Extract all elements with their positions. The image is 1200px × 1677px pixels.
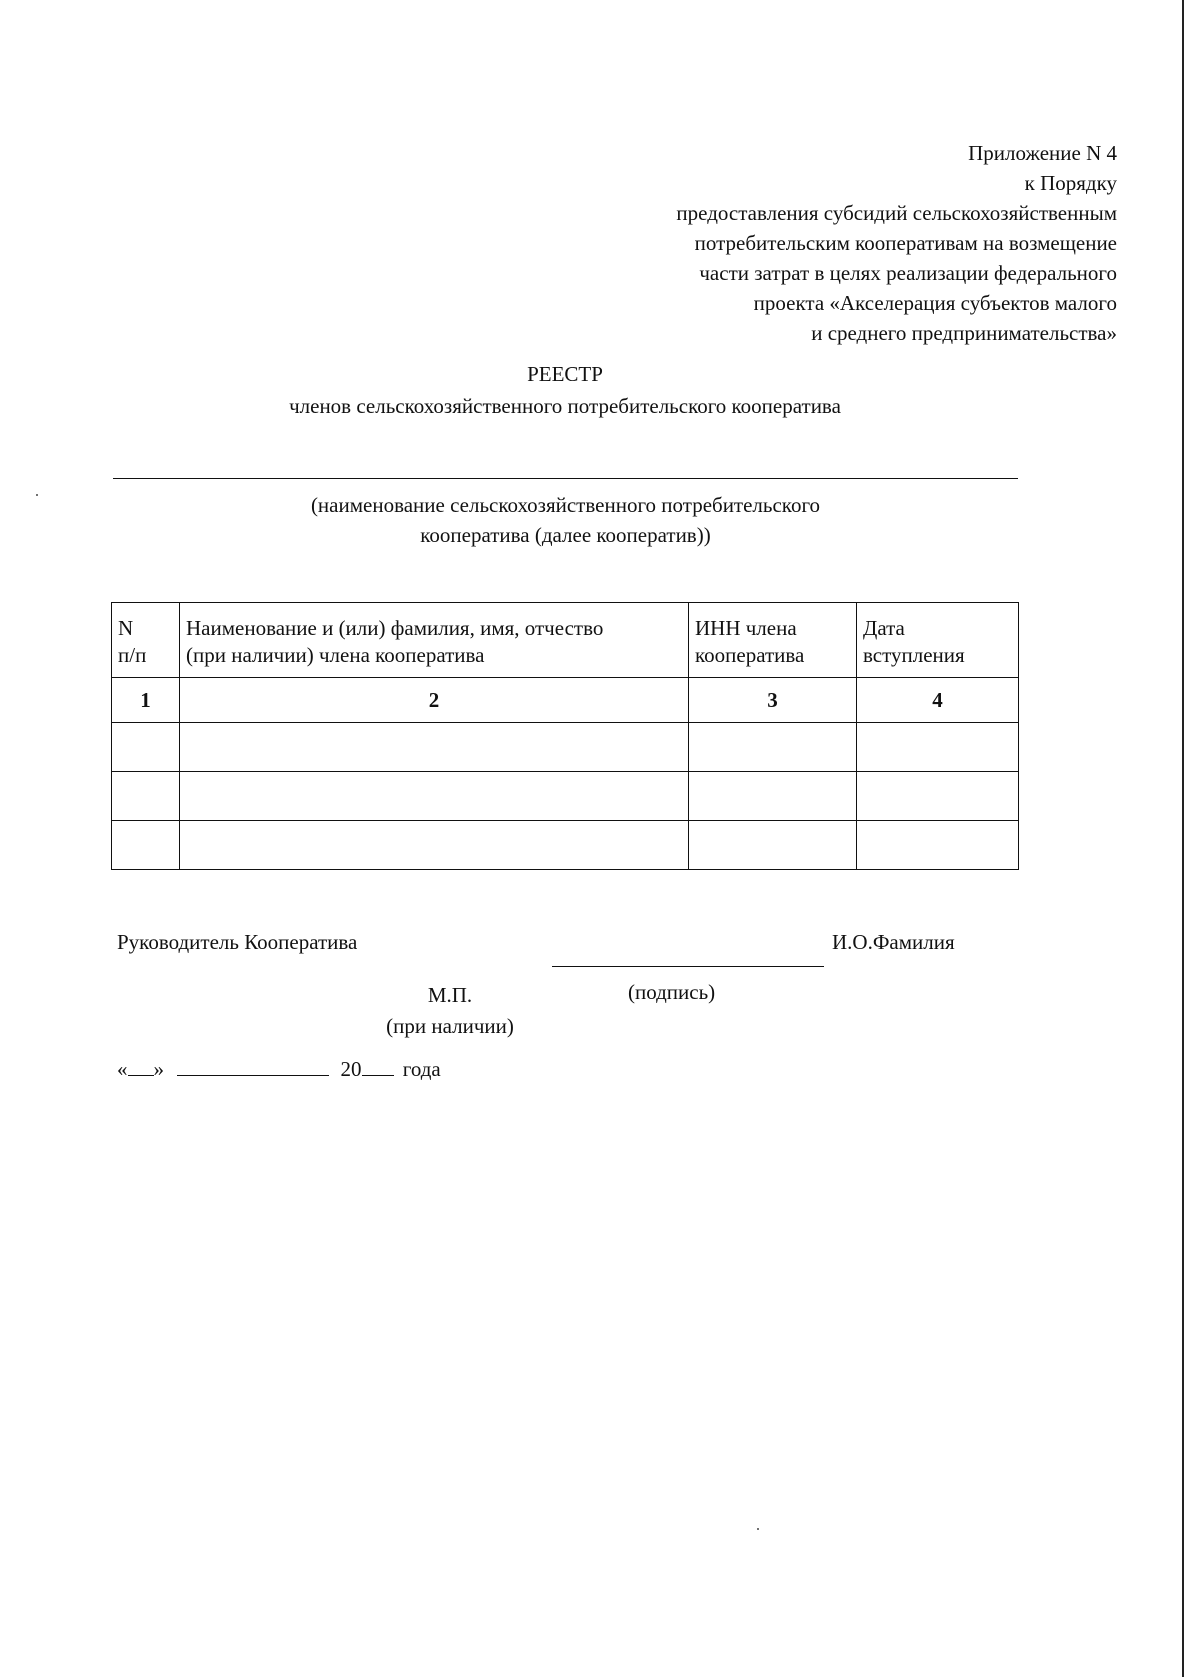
date-block (117, 1055, 441, 1082)
empty-cell[interactable] (857, 772, 1019, 821)
empty-cell[interactable] (112, 772, 180, 821)
year-prefix: 20 (340, 1057, 362, 1081)
table-row (112, 821, 1019, 870)
seal-label: М.П. (427, 983, 473, 1007)
cooperative-name-field[interactable] (113, 478, 1018, 479)
members-registry-table (111, 602, 1019, 870)
empty-cell[interactable] (857, 821, 1019, 870)
empty-cell[interactable] (180, 723, 689, 772)
column-number: 1 (112, 678, 180, 723)
signature-field[interactable] (552, 966, 824, 967)
document-title: РЕЕСТР (527, 362, 603, 386)
table-row (112, 723, 1019, 772)
header-cell-inn (689, 603, 857, 678)
caption-line: кооператива (далее кооператив)) (420, 523, 711, 547)
month-field[interactable] (177, 1055, 329, 1076)
head-of-cooperative-label: Руководитель Кооператива (117, 930, 358, 954)
header-text: N (118, 616, 134, 640)
page-edge-line (1182, 0, 1184, 1677)
appendix-line: Приложение N 4 (968, 141, 1117, 165)
appendix-line: потребительским кооперативам на возмещение (694, 231, 1117, 255)
scan-speck (36, 494, 38, 496)
column-number: 4 (857, 678, 1019, 723)
appendix-line: и среднего предпринимательства» (811, 321, 1117, 345)
empty-cell[interactable] (689, 723, 857, 772)
signature-caption: (подпись) (628, 980, 716, 1004)
table-row (112, 772, 1019, 821)
header-text: ИНН члена (695, 616, 797, 640)
appendix-line: предоставления субсидий сельскохозяйственным (676, 201, 1117, 225)
header-text: п/п (118, 643, 147, 667)
header-cell-join-date (857, 603, 1019, 678)
year-suffix: года (402, 1057, 441, 1081)
header-text: вступления (863, 643, 965, 667)
initials-surname-label: И.О.Фамилия (832, 930, 955, 954)
scan-speck (757, 1528, 759, 1530)
empty-cell[interactable] (689, 821, 857, 870)
year-field[interactable] (362, 1055, 394, 1076)
document-subtitle: членов сельскохозяйственного потребительского кооператива (289, 394, 841, 418)
seal-note: (при наличии) (386, 1014, 514, 1038)
table-header-row (112, 603, 1019, 678)
header-cell-number (112, 603, 180, 678)
seal-placeholder (370, 980, 530, 1042)
caption-line: (наименование сельскохозяйственного потребительского (310, 493, 821, 517)
close-quote: » (153, 1057, 164, 1081)
header-text: Дата (863, 616, 905, 640)
column-number-row (112, 678, 1019, 723)
day-field[interactable] (128, 1055, 154, 1076)
header-text: (при наличии) члена кооператива (186, 643, 485, 667)
empty-cell[interactable] (180, 821, 689, 870)
empty-cell[interactable] (112, 821, 180, 870)
header-cell-member-name (180, 603, 689, 678)
empty-cell[interactable] (180, 772, 689, 821)
appendix-line: части затрат в целях реализации федерального (699, 261, 1117, 285)
appendix-line: к Порядку (1024, 171, 1117, 195)
header-text: Наименование и (или) фамилия, имя, отчество (186, 616, 604, 640)
appendix-note (676, 138, 1117, 348)
column-number: 2 (180, 678, 689, 723)
header-text: кооператива (695, 643, 805, 667)
open-quote: « (117, 1057, 128, 1081)
empty-cell[interactable] (112, 723, 180, 772)
appendix-line: проекта «Акселерация субъектов малого (753, 291, 1117, 315)
empty-cell[interactable] (689, 772, 857, 821)
cooperative-name-caption (113, 490, 1018, 550)
column-number: 3 (689, 678, 857, 723)
empty-cell[interactable] (857, 723, 1019, 772)
